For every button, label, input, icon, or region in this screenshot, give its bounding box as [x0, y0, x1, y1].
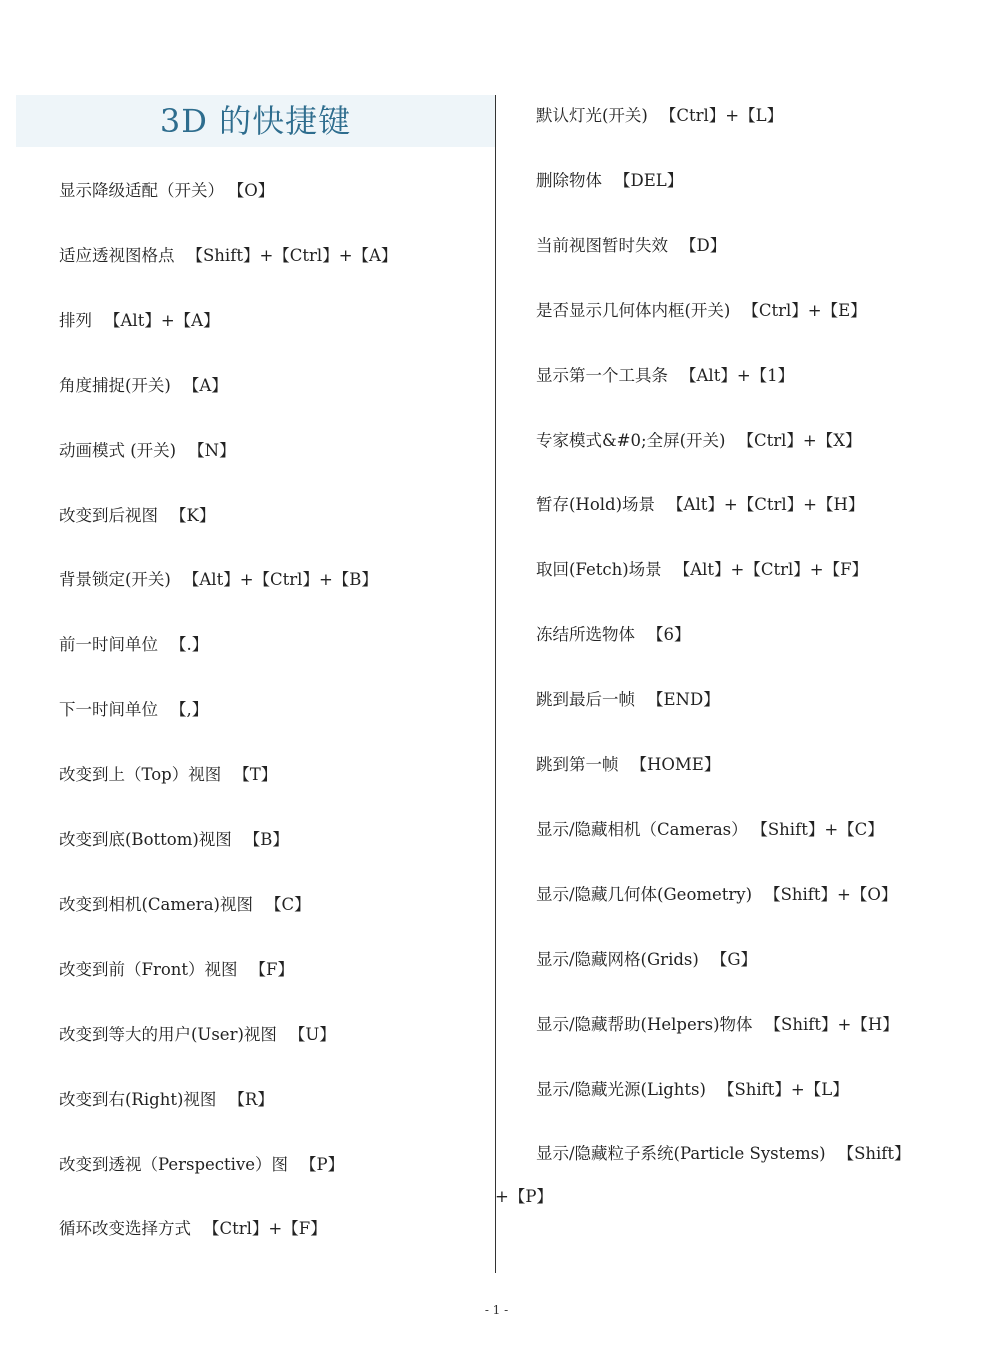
shortcut-keys: 【HOME】 — [630, 755, 721, 774]
shortcut-item — [59, 634, 208, 656]
shortcut-item — [536, 365, 794, 387]
shortcut-keys: 【Shift】+【L】 — [717, 1079, 849, 1099]
shortcut-keys: 【G】 — [710, 949, 757, 969]
shortcut-keys: 【Ctrl】+【F】 — [203, 1219, 327, 1239]
shortcut-keys: 【U】 — [288, 1024, 336, 1044]
page-title: 3D 的快捷键 — [159, 102, 352, 140]
shortcut-name: 改变到前（Front）视图 — [59, 959, 238, 979]
shortcut-item — [59, 1154, 344, 1176]
shortcut-item — [59, 959, 294, 981]
shortcut-keys: 【Alt】+【1】 — [680, 365, 795, 385]
shortcut-keys: 【.】 — [170, 635, 209, 655]
shortcut-name: 动画模式 (开关) — [59, 440, 177, 460]
shortcut-name: 显示/隐藏网格(Grids) — [536, 949, 699, 969]
shortcut-keys: 【Ctrl】+【X】 — [737, 430, 862, 450]
shortcut-item — [536, 689, 720, 711]
shortcut-name: 循环改变选择方式 — [59, 1219, 191, 1239]
shortcut-name: 跳到第一帧 — [536, 755, 619, 774]
shortcut-keys: 【Alt】+【A】 — [104, 310, 220, 330]
shortcut-keys: 【K】 — [170, 505, 216, 525]
shortcut-item — [59, 1089, 274, 1111]
shortcut-item — [59, 569, 378, 591]
shortcut-item — [59, 764, 277, 786]
shortcut-item — [536, 819, 884, 841]
shortcut-keys: 【F】 — [249, 959, 294, 979]
shortcut-item — [59, 829, 289, 851]
shortcut-keys: 【Ctrl】+【L】 — [659, 106, 784, 125]
shortcut-item — [536, 754, 720, 776]
shortcut-keys: 【D】 — [680, 235, 727, 255]
shortcut-item — [536, 170, 683, 192]
shortcut-item — [59, 1218, 327, 1240]
shortcut-name: 取回(Fetch)场景 — [536, 560, 662, 580]
shortcut-keys: 【B】 — [243, 830, 289, 849]
shortcut-name: 显示/隐藏粒子系统(Particle Systems) — [536, 1144, 826, 1164]
shortcut-name: 显示/隐藏帮助(Helpers)物体 — [536, 1014, 753, 1034]
shortcut-item — [536, 559, 868, 581]
shortcut-name: 显示第一个工具条 — [536, 365, 668, 385]
shortcut-name: 适应透视图格点 — [59, 245, 175, 265]
shortcut-name: 专家模式&#0;全屏(开关) — [536, 430, 726, 450]
shortcut-name: 冻结所选物体 — [536, 625, 635, 645]
shortcut-keys-continuation: +【P】 — [495, 1187, 553, 1206]
shortcut-keys: 【,】 — [170, 700, 209, 720]
shortcut-name: 改变到透视（Perspective）图 — [59, 1154, 289, 1174]
shortcut-item — [536, 494, 864, 516]
shortcut-item — [536, 105, 783, 127]
shortcut-name: 改变到后视图 — [59, 505, 158, 525]
shortcut-keys: 【P】 — [300, 1154, 345, 1174]
shortcut-keys: 【N】 — [188, 440, 236, 460]
shortcut-name: 当前视图暂时失效 — [536, 235, 668, 255]
shortcut-keys: 【Alt】+【Ctrl】+【B】 — [182, 570, 378, 590]
shortcut-item — [536, 300, 867, 322]
shortcut-keys: 【Shift】+【H】 — [764, 1014, 899, 1034]
shortcut-keys: 【Alt】+【Ctrl】+【H】 — [667, 495, 865, 515]
shortcut-item — [59, 699, 208, 721]
shortcut-name: 排列 — [59, 310, 92, 330]
shortcut-item — [59, 505, 215, 527]
shortcut-keys: 【C】 — [264, 894, 311, 914]
shortcut-keys: 【6】 — [647, 625, 691, 645]
shortcut-name: 改变到上（Top）视图 — [59, 765, 222, 785]
shortcut-name: 显示/隐藏光源(Lights) — [536, 1079, 706, 1099]
shortcut-keys: 【Alt】+【Ctrl】+【F】 — [673, 560, 869, 580]
shortcut-keys: 【Shift】+【O】 — [764, 884, 898, 904]
shortcut-item — [59, 180, 274, 202]
shortcut-keys: 【A】 — [182, 375, 228, 395]
shortcut-keys: 【DEL】 — [614, 170, 684, 190]
shortcut-name: 背景锁定(开关) — [59, 570, 171, 590]
shortcut-keys: 【Shift】+【Ctrl】+【A】 — [186, 245, 398, 265]
shortcut-name: 改变到相机(Camera)视图 — [59, 894, 253, 914]
shortcut-keys: 【R】 — [228, 1089, 274, 1109]
shortcut-name: 改变到底(Bottom)视图 — [59, 830, 232, 849]
title-banner — [16, 95, 495, 147]
shortcut-name: 改变到右(Right)视图 — [59, 1089, 217, 1109]
shortcut-item — [536, 949, 757, 971]
shortcut-item — [59, 440, 236, 462]
shortcut-keys: 【Shift】 — [837, 1144, 911, 1164]
shortcut-name: 显示降级适配（开关） — [59, 181, 224, 200]
shortcut-name: 是否显示几何体内框(开关) — [536, 300, 731, 320]
shortcut-item — [59, 245, 397, 267]
shortcut-keys: 【Ctrl】+【E】 — [742, 300, 867, 320]
shortcut-item — [59, 310, 220, 332]
shortcut-name: 删除物体 — [536, 170, 602, 190]
shortcut-name: 暂存(Hold)场景 — [536, 495, 656, 515]
shortcut-keys: 【O】 — [236, 181, 275, 200]
shortcut-name: 前一时间单位 — [59, 635, 158, 655]
column-divider — [495, 95, 496, 1273]
shortcut-keys: 【T】 — [233, 765, 278, 785]
shortcut-item — [536, 624, 691, 646]
shortcut-name: 改变到等大的用户(User)视图 — [59, 1024, 277, 1044]
shortcut-item — [536, 430, 861, 452]
shortcut-item — [59, 1024, 336, 1046]
shortcut-item — [59, 894, 311, 916]
shortcut-name: 角度捕捉(开关) — [59, 375, 171, 395]
shortcut-name: 显示/隐藏几何体(Geometry) — [536, 884, 753, 904]
shortcut-item — [536, 235, 726, 257]
shortcut-item — [536, 1079, 849, 1101]
shortcut-item — [536, 1143, 911, 1165]
shortcut-item — [59, 375, 228, 397]
shortcut-keys: 【END】 — [647, 690, 720, 710]
shortcut-item — [536, 884, 897, 906]
page-number: - 1 - — [484, 1303, 509, 1317]
shortcut-item — [536, 1014, 899, 1036]
shortcut-name: 跳到最后一帧 — [536, 690, 635, 710]
shortcut-keys: 【Shift】+【C】 — [759, 819, 884, 839]
shortcut-name: 下一时间单位 — [59, 700, 158, 720]
shortcut-name: 显示/隐藏相机（Cameras） — [536, 819, 748, 839]
shortcut-name: 默认灯光(开关) — [536, 106, 648, 125]
